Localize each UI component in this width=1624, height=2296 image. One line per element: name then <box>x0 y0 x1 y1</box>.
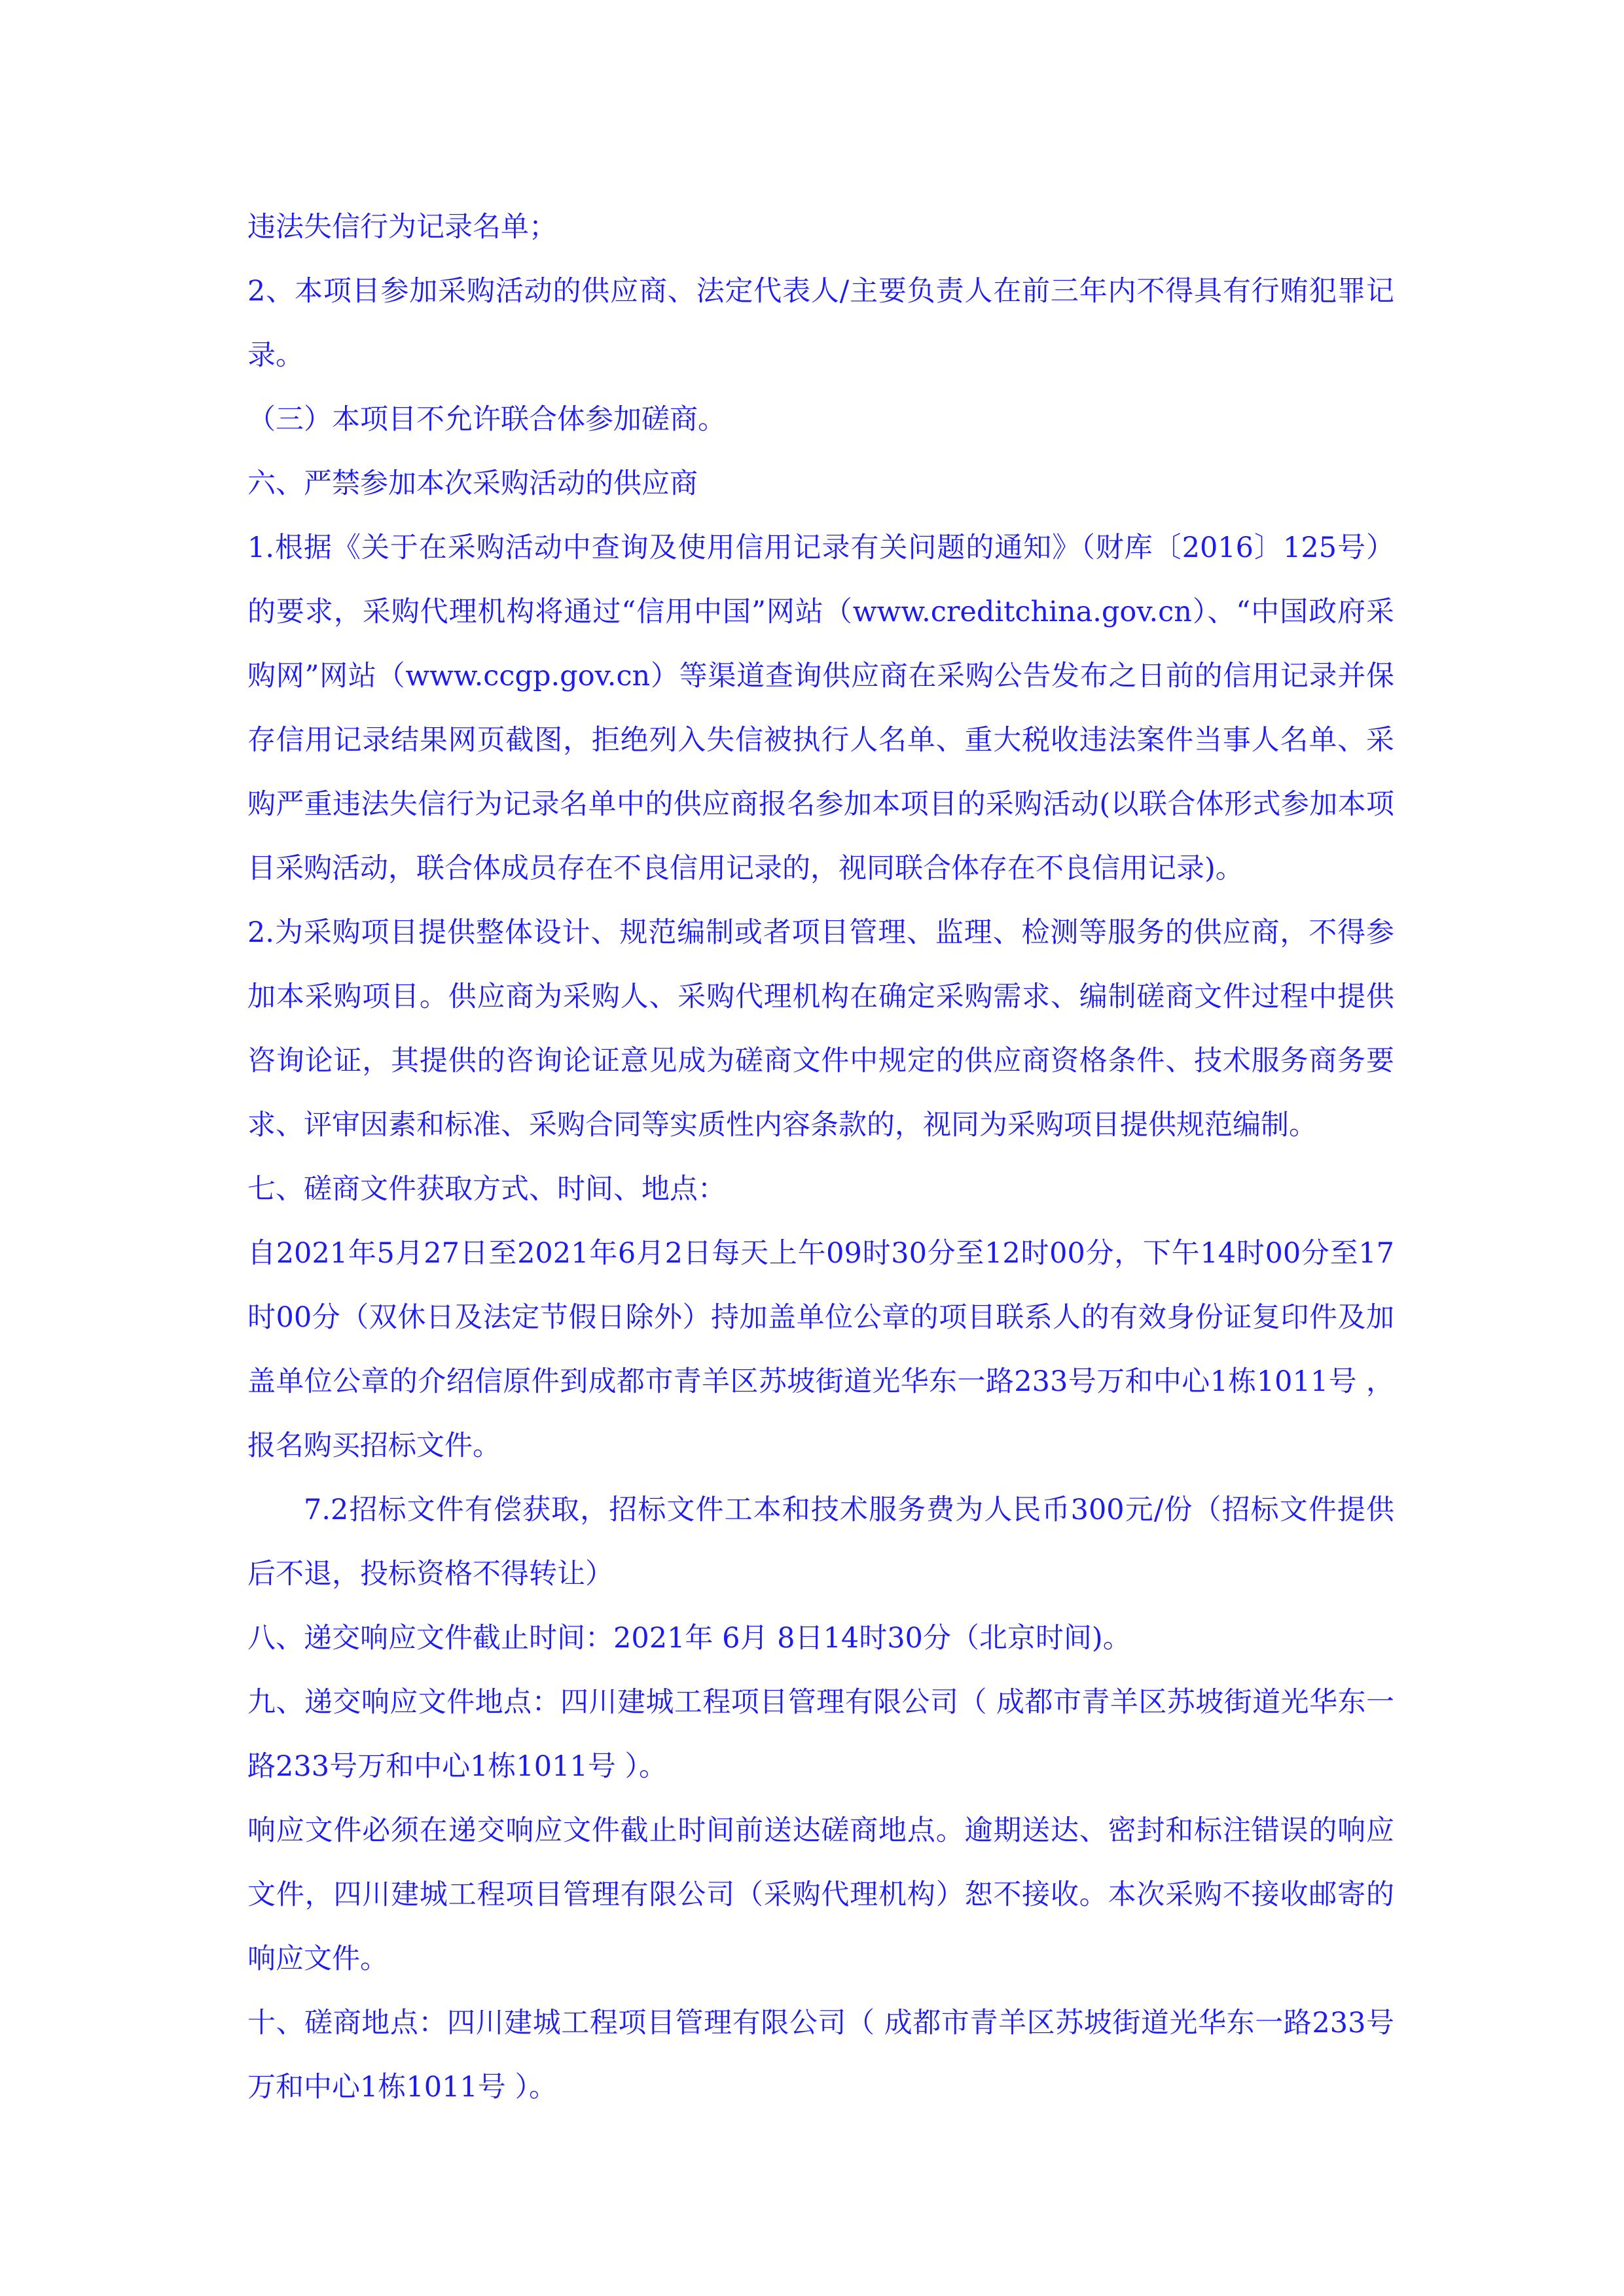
paragraph-no-consortium: （三）本项目不允许联合体参加磋商。 <box>247 403 726 436</box>
section-heading-consultation-location: 十、磋商地点：四川建城工程项目管理有限公司（ 成都市青羊区苏坡街道光华东一路233号万和中心1栋1011号 ）。 <box>247 2007 1394 2104</box>
paragraph-credit-check: 1.根据《关于在采购活动中查询及使用信用记录有关问题的通知》（财库〔2016〕125号）的要求，采购代理机构将通过“信用中国”网站（www.creditchina.gov.cn）、“中国政府采购网”网站（www.ccgp.gov.cn）等渠道查询供应商在采购公告发布之日前的信用记录并保存信用记录结果网页截图，拒绝列入失信被执行人名单、重大税收违法案件当事人名单、采购严重违法失信行为记录名单中的供应商报名参加本项目的采购活动(以联合体形式参加本项目采购活动，联合体成员存在不良信用记录的，视同联合体存在不良信用记录)。 <box>247 531 1394 885</box>
paragraph-design-service-exclusion: 2.为采购项目提供整体设计、规范编制或者项目管理、监理、检测等服务的供应商，不得参加本采购项目。供应商为采购人、采购代理机构在确定采购需求、编制磋商文件过程中提供咨询论证，其提供的咨询论证意见成为磋商文件中规定的供应商资格条件、技术服务商务要求、评审因素和标准、采购合同等实质性内容条款的，视同为采购项目提供规范编制。 <box>247 916 1394 1141</box>
section-heading-document-acquisition: 七、磋商文件获取方式、时间、地点： <box>247 1173 726 1206</box>
paragraph-blacklist-end: 违法失信行为记录名单； <box>247 211 557 243</box>
section-heading-submission-deadline: 八、递交响应文件截止时间：2021年 6月 8日14时30分（北京时间)。 <box>247 1622 1131 1655</box>
paragraph-document-fee: 7.2招标文件有偿获取，招标文件工本和技术服务费为人民币300元/份（招标文件提供后不退，投标资格不得转让） <box>247 1494 1394 1590</box>
paragraph-bribery-record: 2、本项目参加采购活动的供应商、法定代表人/主要负责人在前三年内不得具有行贿犯罪记录。 <box>247 275 1394 372</box>
paragraph-acquisition-time-place: 自2021年5月27日至2021年6月2日每天上午09时30分至12时00分，下午14时00分至17时00分（双休日及法定节假日除外）持加盖单位公章的项目联系人的有效身份证复印件及加盖单位公章的介绍信原件到成都市青羊区苏坡街道光华东一路233号万和中心1栋1011号 ，报名购买招标文件。 <box>247 1237 1394 1462</box>
section-heading-prohibited-suppliers: 六、严禁参加本次采购活动的供应商 <box>247 467 698 500</box>
section-heading-submission-location: 九、递交响应文件地点：四川建城工程项目管理有限公司（ 成都市青羊区苏坡街道光华东一路233号万和中心1栋1011号 ）。 <box>247 1686 1394 1783</box>
document-body <box>247 195 1394 2119</box>
paragraph-late-submission: 响应文件必须在递交响应文件截止时间前送达磋商地点。逾期送达、密封和标注错误的响应文件，四川建城工程项目管理有限公司（采购代理机构）恕不接收。本次采购不接收邮寄的响应文件。 <box>247 1814 1394 1975</box>
